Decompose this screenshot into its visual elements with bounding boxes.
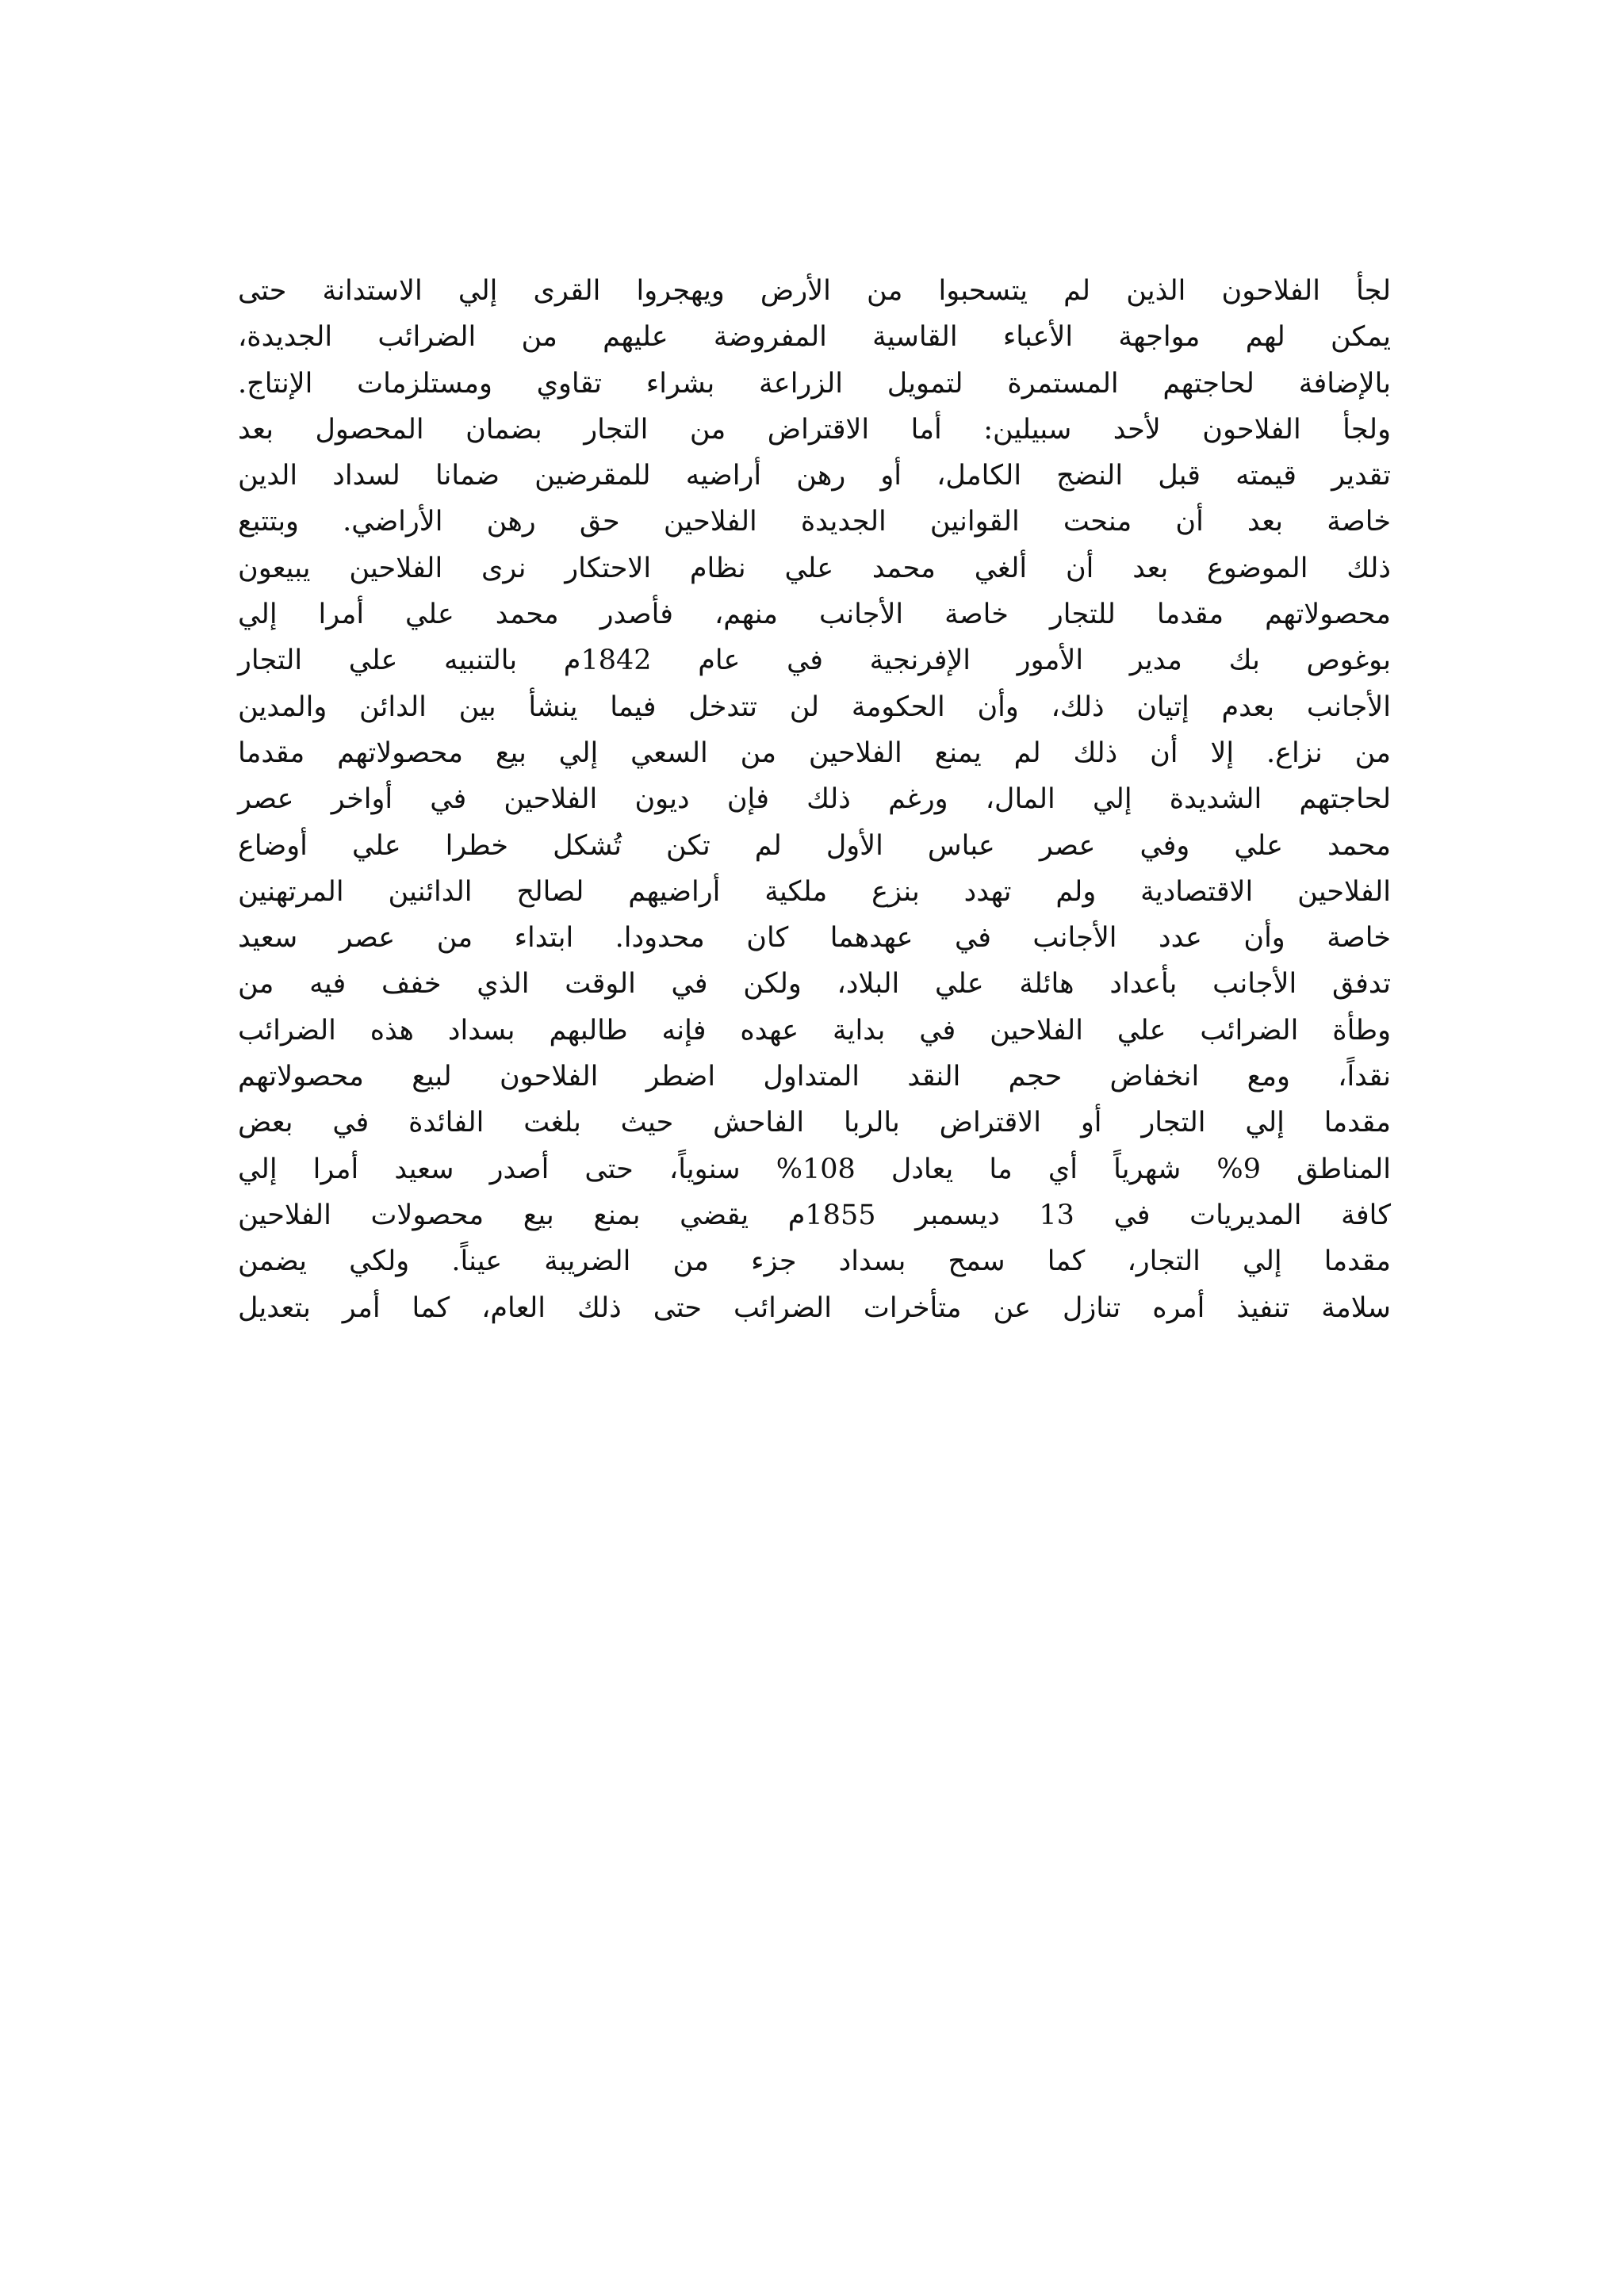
text-line-6: خاصة بعد أن منحت القوانين الجديدة الفلاحين حق رهن الأراضي. وبتتبع — [238, 506, 1391, 538]
text-line-15: خاصة وأن عدد الأجانب في عهدهما كان محدودا. ابتداء من عصر سعيد — [238, 922, 1391, 955]
text-line-20: المناطق 9% شهرياً أي ما يعادل 108% سنوياً، حتى أصدر سعيد أمرا إلي — [238, 1153, 1391, 1185]
text-line-22: مقدما إلي التجار، كما سمح بسداد جزء من الضريبة عيناً. ولكي يضمن — [238, 1246, 1391, 1278]
text-line-19: مقدما إلي التجار أو الاقتراض بالربا الفاحش حيث بلغت الفائدة في بعض — [238, 1107, 1391, 1139]
text-line-14: الفلاحين الاقتصادية ولم تهدد بنزع ملكية أراضيهم لصالح الدائنين المرتهنين — [238, 875, 1391, 908]
text-line-12: لحاجتهم الشديدة إلي المال، ورغم ذلك فإن ديون الفلاحين في أواخر عصر — [238, 783, 1391, 816]
text-line-11: من نزاع. إلا أن ذلك لم يمنع الفلاحين من السعي إلي بيع محصولاتهم مقدما — [238, 737, 1391, 769]
text-line-8: محصولاتهم مقدما للتجار خاصة الأجانب منهم، فأصدر محمد علي أمرا إلي — [238, 599, 1391, 631]
text-line-3: بالإضافة لحاجتهم المستمرة لتمويل الزراعة بشراء تقاوي ومستلزمات الإنتاج. — [238, 367, 1391, 400]
text-line-9: بوغوص بك مدير الأمور الإفرنجية في عام 1842م بالتنبيه علي التجار — [238, 645, 1391, 677]
text-line-18: نقداً، ومع انخفاض حجم النقد المتداول اضطر الفلاحون لبيع محصولاتهم — [238, 1061, 1391, 1093]
text-line-16: تدفق الأجانب بأعداد هائلة علي البلاد، ولكن في الوقت الذي خفف فيه من — [238, 968, 1391, 1001]
text-line-23: سلامة تنفيذ أمره تنازل عن متأخرات الضرائب حتى ذلك العام، كما أمر بتعديل — [238, 1292, 1391, 1324]
text-line-2: يمكن لهم مواجهة الأعباء القاسية المفروضة عليهم من الضرائب الجديدة، — [238, 321, 1391, 354]
text-line-17: وطأة الضرائب علي الفلاحين في بداية عهده فإنه طالبهم بسداد هذه الضرائب — [238, 1014, 1391, 1047]
text-line-5: تقدير قيمته قبل النضج الكامل، أو رهن أراضيه للمقرضين ضمانا لسداد الدين — [238, 460, 1391, 492]
text-line-10: الأجانب بعدم إتيان ذلك، وأن الحكومة لن تتدخل فيما ينشأ بين الدائن والمدين — [238, 691, 1391, 723]
text-line-4: ولجأ الفلاحون لأحد سبيلين: أما الاقتراض من التجار بضمان المحصول بعد — [238, 413, 1391, 446]
text-line-7: ذلك الموضوع بعد أن ألغي محمد علي نظام الاحتكار نرى الفلاحين يبيعون — [238, 552, 1391, 584]
body-text — [238, 268, 1391, 1331]
text-line-21: كافة المديريات في 13 ديسمبر 1855م يقضي بمنع بيع محصولات الفلاحين — [238, 1199, 1391, 1231]
text-line-13: محمد علي وفي عصر عباس الأول لم تكن تُشكل خطرا علي أوضاع — [238, 829, 1391, 862]
text-line-1: لجأ الفلاحون الذين لم يتسحبوا من الأرض ويهجروا القرى إلي الاستدانة حتى — [238, 275, 1391, 307]
